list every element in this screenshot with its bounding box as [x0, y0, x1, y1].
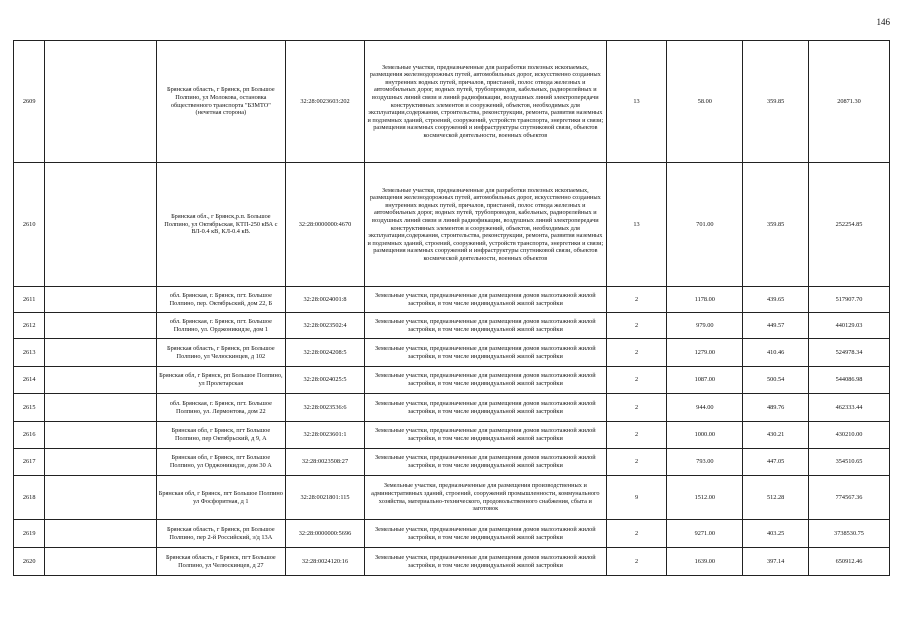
address-cell: обл. Брянская, г. Брянск, пгт. Большое Полпино, пер. Октябрьский, дом 22, Б	[156, 287, 285, 313]
row-number: 2614	[14, 367, 45, 394]
table-row	[14, 367, 890, 394]
use-code: 13	[606, 163, 667, 287]
use-code: 2	[606, 520, 667, 548]
specific-value: 397.14	[743, 548, 809, 576]
cadastral-value: 20871.30	[809, 41, 890, 163]
area-value: 1000.00	[667, 422, 743, 449]
use-code: 13	[606, 41, 667, 163]
area-value: 979.00	[667, 313, 743, 339]
cadastral-value: 462333.44	[809, 394, 890, 422]
table-row	[14, 449, 890, 476]
land-use-description: Земельные участки, предназначенные для размещения домов малоэтажной жилой застройки, в том числе индивидуальной жилой застройки	[364, 394, 606, 422]
cadastral-value: 3738530.75	[809, 520, 890, 548]
table-row	[14, 520, 890, 548]
use-code: 9	[606, 476, 667, 520]
specific-value: 447.05	[743, 449, 809, 476]
use-code: 2	[606, 449, 667, 476]
address-cell: Брянская обл, г Брянск, пгт Большое Полпино, пер Октябрьский, д 9, А	[156, 422, 285, 449]
address-cell: обл. Брянская, г. Брянск, пгт. Большое Полпино, ул. Лермонтова, дом 22	[156, 394, 285, 422]
row-number: 2616	[14, 422, 45, 449]
cadastral-number: 32:28:0024120:16	[286, 548, 365, 576]
empty-cell	[45, 163, 156, 287]
row-number: 2615	[14, 394, 45, 422]
specific-value: 449.57	[743, 313, 809, 339]
land-use-description: Земельные участки, предназначенные для размещения домов малоэтажной жилой застройки, в том числе индивидуальной жилой застройки	[364, 548, 606, 576]
table-row	[14, 41, 890, 163]
area-value: 9271.00	[667, 520, 743, 548]
area-value: 1639.00	[667, 548, 743, 576]
empty-cell	[45, 339, 156, 367]
cadastral-number: 32:28:0021801:115	[286, 476, 365, 520]
land-use-description: Земельные участки, предназначенные для размещения домов малоэтажной жилой застройки, в том числе индивидуальной жилой застройки	[364, 367, 606, 394]
land-use-description: Земельные участки, предназначенные для размещения домов малоэтажной жилой застройки, в том числе индивидуальной жилой застройки	[364, 520, 606, 548]
specific-value: 500.54	[743, 367, 809, 394]
address-cell: Брянская обл, г Брянск, пгт Большое Полпино, ул Орджоникидзе, дом 30 А	[156, 449, 285, 476]
specific-value: 430.21	[743, 422, 809, 449]
cadastral-number: 32:28:0024208:5	[286, 339, 365, 367]
area-value: 793.00	[667, 449, 743, 476]
row-number: 2617	[14, 449, 45, 476]
empty-cell	[45, 548, 156, 576]
area-value: 1087.00	[667, 367, 743, 394]
address-cell: Брянская обл, г Брянск, рп Большое Полпино, ул Пролетарская	[156, 367, 285, 394]
specific-value: 410.46	[743, 339, 809, 367]
empty-cell	[45, 394, 156, 422]
area-value: 1279.00	[667, 339, 743, 367]
table-row	[14, 394, 890, 422]
use-code: 2	[606, 287, 667, 313]
table-row	[14, 476, 890, 520]
cadastral-value: 430210.00	[809, 422, 890, 449]
land-use-description: Земельные участки, предназначенные для разработки полезных ископаемых, размещения железнодорожных путей, автомобильных дорог, искусственно созданных внутренних водных путей, причалов, пристаней, полос отвода железных и автомобильных дорог, водных путей, трубопроводов, кабельных, радиорелейных и воздушных линий связи и линий радиофикации, воздушных линий электропередачи конструктивных элементов и сооружений, объектов, необходимых для эксплуатации,содержания, строительства, реконструкции, ремонта, развития наземных и подземных зданий, строений, сооружений, устройств транспорта, энергетики и связи; размещения наземных сооружений и инфраструктуры спутниковой связи, объектов космической деятельности, военных объектов	[364, 163, 606, 287]
table-row	[14, 422, 890, 449]
empty-cell	[45, 313, 156, 339]
land-use-description: Земельные участки, предназначенные для размещения домов малоэтажной жилой застройки, в том числе индивидуальной жилой застройки	[364, 449, 606, 476]
specific-value: 403.25	[743, 520, 809, 548]
cadastral-number: 32:28:0023536:6	[286, 394, 365, 422]
row-number: 2613	[14, 339, 45, 367]
cadastral-value: 544086.98	[809, 367, 890, 394]
row-number: 2620	[14, 548, 45, 576]
cadastral-number: 32:28:0023601:1	[286, 422, 365, 449]
use-code: 2	[606, 367, 667, 394]
table-row	[14, 287, 890, 313]
address-cell: Брянская обл, г Брянск, пгт Большое Полпино ул Фосфоритная, д 1	[156, 476, 285, 520]
cadastral-value: 774567.36	[809, 476, 890, 520]
row-number: 2619	[14, 520, 45, 548]
land-use-description: Земельные участки, предназначенные для размещения домов малоэтажной жилой застройки, в том числе индивидуальной жилой застройки	[364, 313, 606, 339]
page-number: 146	[876, 17, 890, 27]
specific-value: 512.28	[743, 476, 809, 520]
empty-cell	[45, 520, 156, 548]
table-row	[14, 548, 890, 576]
cadastral-number: 32:28:0000000:4670	[286, 163, 365, 287]
cadastral-value-table	[13, 40, 890, 576]
row-number: 2618	[14, 476, 45, 520]
land-use-description: Земельные участки, предназначенные для размещения домов малоэтажной жилой застройки, в том числе индивидуальной жилой застройки	[364, 287, 606, 313]
cadastral-value: 354510.65	[809, 449, 890, 476]
row-number: 2611	[14, 287, 45, 313]
use-code: 2	[606, 339, 667, 367]
use-code: 2	[606, 313, 667, 339]
address-cell: Брянская область, г Брянск, пгт Большое Полпино, ул Челюскинцев, д 27	[156, 548, 285, 576]
area-value: 944.00	[667, 394, 743, 422]
specific-value: 359.85	[743, 163, 809, 287]
row-number: 2612	[14, 313, 45, 339]
address-cell: обл. Брянская, г. Брянск, пгт. Большое Полпино, ул. Орджоникидзе, дом 1	[156, 313, 285, 339]
specific-value: 439.65	[743, 287, 809, 313]
empty-cell	[45, 476, 156, 520]
address-cell: Брянская область, г Брянск, рп Большое Полпино, ул Челюскинцев, д 102	[156, 339, 285, 367]
use-code: 2	[606, 394, 667, 422]
area-value: 701.00	[667, 163, 743, 287]
table-row	[14, 339, 890, 367]
cadastral-number: 32:28:0000000:5696	[286, 520, 365, 548]
land-use-description: Земельные участки, предназначенные для размещения домов малоэтажной жилой застройки, в том числе индивидуальной жилой застройки	[364, 422, 606, 449]
cadastral-value: 440129.03	[809, 313, 890, 339]
address-cell: Брянская обл., г Брянск,р.п. Большое Полпино, ул Октябрьская, КТП-250 кВА с ВЛ-0.4 кВ, КЛ-0.4 кВ.	[156, 163, 285, 287]
empty-cell	[45, 449, 156, 476]
cadastral-number: 32:28:0023508:27	[286, 449, 365, 476]
address-cell: Брянская область, г Брянск, рп Большое Полпино, ул Молокова, остановка общественного транспорта "БЗМТО" (нечетная сторона)	[156, 41, 285, 163]
area-value: 58.00	[667, 41, 743, 163]
land-use-description: Земельные участки, предназначенные для размещения домов малоэтажной жилой застройки, в том числе индивидуальной жилой застройки	[364, 339, 606, 367]
cadastral-value: 524978.34	[809, 339, 890, 367]
cadastral-number: 32:28:0023502:4	[286, 313, 365, 339]
row-number: 2610	[14, 163, 45, 287]
cadastral-number: 32:28:0024001:8	[286, 287, 365, 313]
address-cell: Брянская область, г Брянск, рп Большое Полпино, пер 2-й Российский, з/д 13А	[156, 520, 285, 548]
cadastral-value: 650912.46	[809, 548, 890, 576]
empty-cell	[45, 367, 156, 394]
table-row	[14, 163, 890, 287]
empty-cell	[45, 287, 156, 313]
empty-cell	[45, 422, 156, 449]
cadastral-number: 32:28:0024025:5	[286, 367, 365, 394]
cadastral-number: 32:28:0023603:202	[286, 41, 365, 163]
area-value: 1512.00	[667, 476, 743, 520]
land-use-description: Земельные участки, предназначенные для размещения производственных и административных зданий, строений, сооружений промышленности, коммунального хозяйства, материально-технического, продовольственного снабжения, сбыта и заготовок	[364, 476, 606, 520]
row-number: 2609	[14, 41, 45, 163]
cadastral-value: 517907.70	[809, 287, 890, 313]
empty-cell	[45, 41, 156, 163]
use-code: 2	[606, 548, 667, 576]
use-code: 2	[606, 422, 667, 449]
specific-value: 489.76	[743, 394, 809, 422]
table-row	[14, 313, 890, 339]
area-value: 1178.00	[667, 287, 743, 313]
cadastral-value: 252254.85	[809, 163, 890, 287]
land-use-description: Земельные участки, предназначенные для разработки полезных ископаемых, размещения железнодорожных путей, автомобильных дорог, искусственно созданных внутренних водных путей, причалов, пристаней, полос отвода железных и автомобильных дорог, водных путей, трубопроводов, кабельных, радиорелейных и воздушных линий связи и линий радиофикации, воздушных линий электропередачи конструктивных элементов и сооружений, объектов, необходимых для эксплуатации,содержания, строительства, реконструкции, ремонта, развития наземных и подземных зданий, строений, сооружений, устройств транспорта, энергетики и связи; размещения наземных сооружений и инфраструктуры спутниковой связи, объектов космической деятельности, военных объектов	[364, 41, 606, 163]
table-body	[14, 41, 890, 576]
specific-value: 359.85	[743, 41, 809, 163]
